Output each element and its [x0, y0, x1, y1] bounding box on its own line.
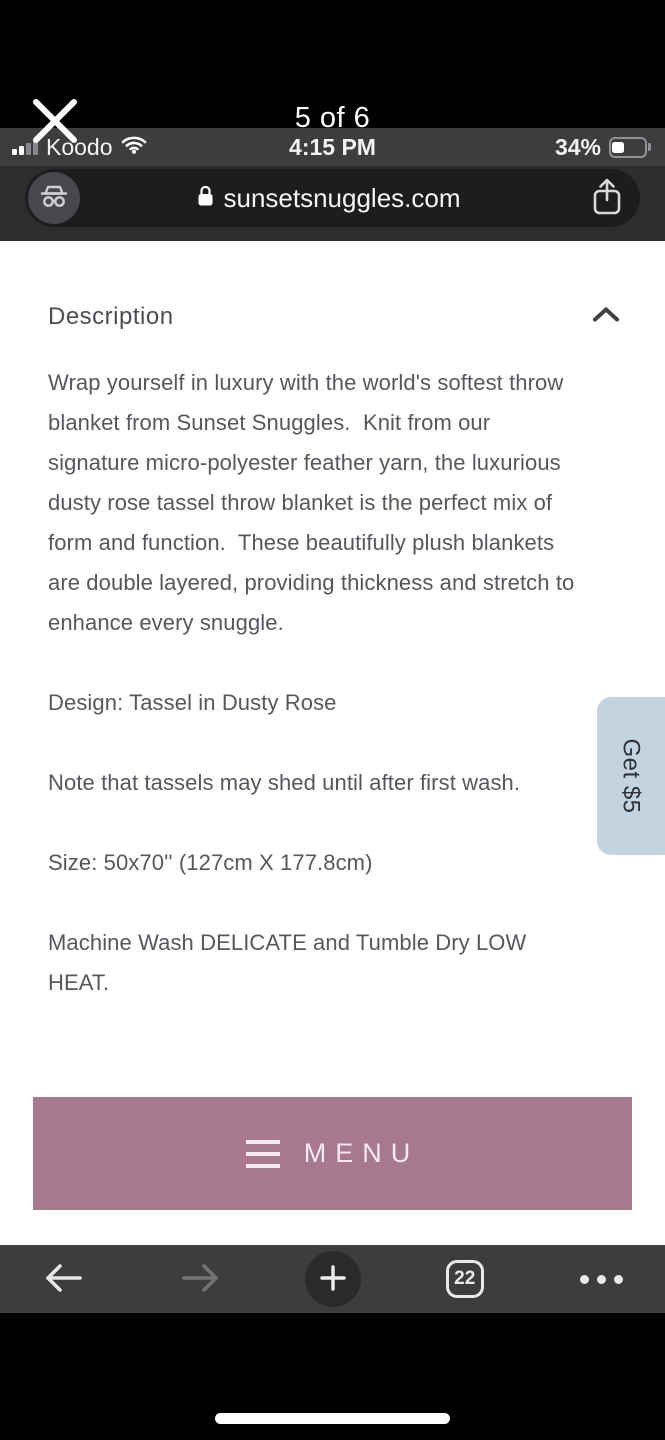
tassel-note-line: Note that tassels may shed until after first wash.	[48, 770, 521, 795]
close-icon	[31, 98, 79, 147]
photo-counter: 5 of 6	[294, 102, 371, 134]
share-button[interactable]	[578, 172, 636, 224]
browser-bottom-toolbar	[0, 1245, 665, 1313]
back-arrow-icon	[44, 1262, 84, 1297]
promo-tab-label: Get $5	[618, 738, 646, 814]
new-tab-button[interactable]	[305, 1251, 361, 1307]
address-bar[interactable]	[25, 169, 640, 227]
webpage-content	[0, 241, 665, 1245]
size-line: Size: 50x70'' (127cm X 177.8cm)	[48, 850, 373, 875]
chevron-up-icon[interactable]	[592, 306, 620, 328]
section-title: Description	[48, 303, 174, 330]
close-viewer-button[interactable]	[28, 96, 82, 148]
get-five-dollars-promo-tab[interactable]	[597, 697, 665, 855]
menu-button[interactable]	[33, 1097, 632, 1210]
description-accordion-header[interactable]	[48, 303, 620, 331]
menu-button-label: MENU	[303, 1138, 420, 1168]
description-body	[48, 363, 665, 1003]
wifi-icon	[121, 135, 147, 159]
home-indicator[interactable]	[215, 1413, 450, 1424]
bottom-letterbox	[0, 1313, 665, 1440]
https-lock-icon	[197, 185, 214, 212]
browser-address-bar-row	[0, 166, 665, 241]
incognito-badge-button[interactable]	[28, 172, 80, 224]
tab-count-badge: 22	[446, 1260, 484, 1298]
battery-icon	[609, 137, 651, 158]
more-options-button[interactable]	[569, 1247, 633, 1311]
description-paragraph: Wrap yourself in luxury with the world's softest throw blanket from Sunset Snuggles. Knit from our signature micro-polyester feather yarn, the luxurious dusty rose tassel throw blanket is the perfect mix of form and function. These beautifully plush blankets are double layered, providing thickness and stretch to enhance every snuggle.	[48, 370, 581, 635]
tab-switcher-button[interactable]	[433, 1247, 497, 1311]
plus-icon	[319, 1264, 347, 1295]
three-dots-icon	[580, 1275, 623, 1284]
carrier-label: Koodo	[46, 133, 113, 160]
back-button[interactable]	[32, 1247, 96, 1311]
battery-percent-label: 34%	[554, 133, 601, 160]
design-line: Design: Tassel in Dusty Rose	[48, 690, 337, 715]
forward-arrow-icon	[180, 1262, 220, 1297]
url-text: sunsetsnuggles.com	[223, 182, 461, 213]
clock-time: 4:15 PM	[289, 133, 376, 160]
care-line: Machine Wash DELICATE and Tumble Dry LOW HEAT.	[48, 930, 533, 995]
hamburger-icon	[246, 1140, 280, 1168]
incognito-icon	[38, 184, 70, 213]
forward-button[interactable]	[168, 1247, 232, 1311]
share-icon	[591, 177, 623, 220]
